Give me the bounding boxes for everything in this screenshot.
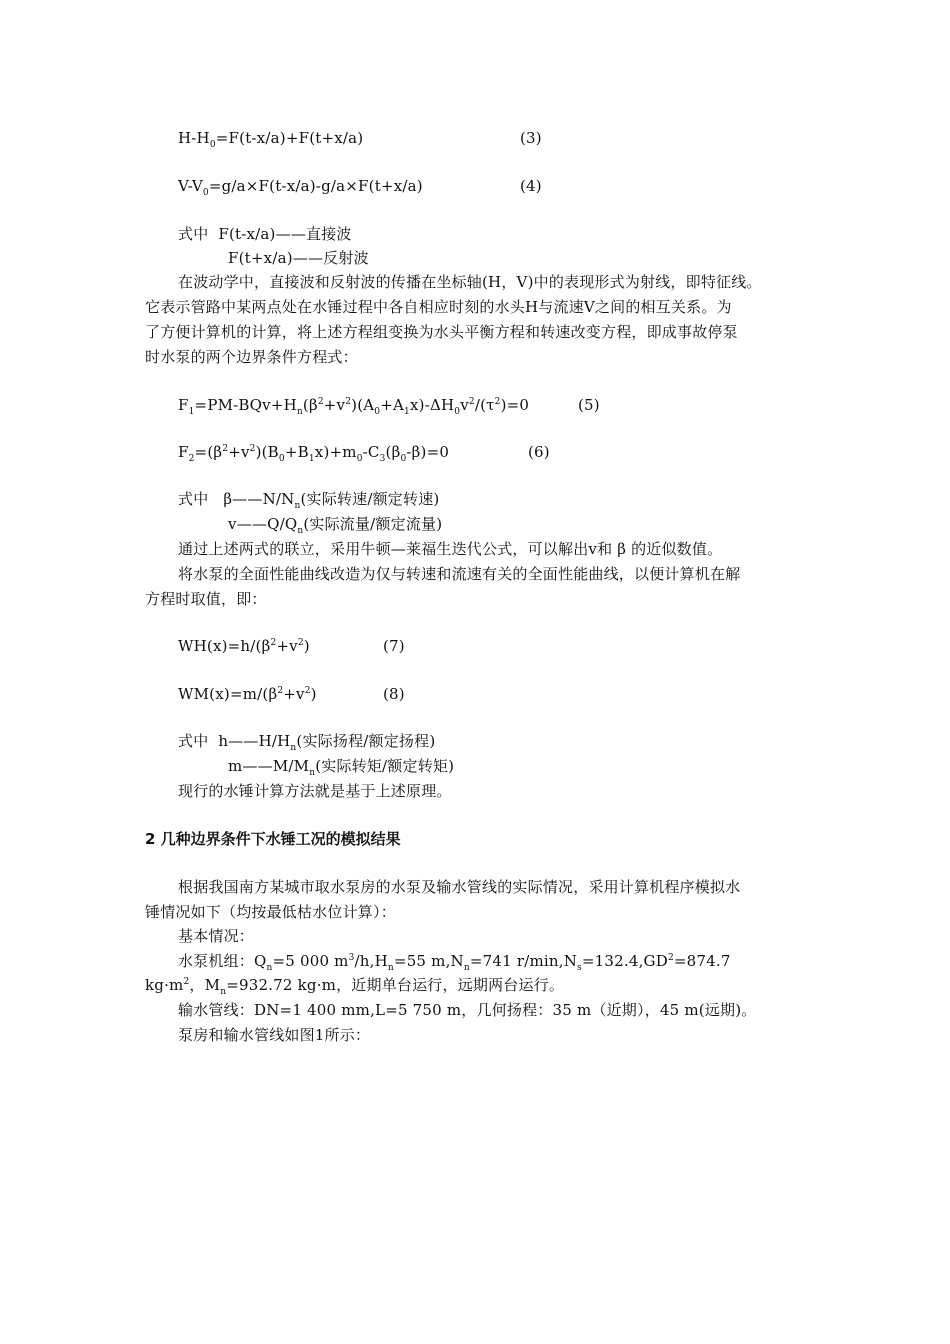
paragraph-line: 基本情况：	[178, 927, 255, 945]
equation-6: $F_2=(\beta^2+v^2)(B_0+B_1x)+m_0-C_3(\beta_0-\beta)=0$ (6)	[178, 443, 550, 464]
equation-number: (3)	[520, 129, 542, 147]
paragraph-line: 了方便计算机的计算，将上述方程组变换为水头平衡方程和转速改变方程，即成事故停泵	[145, 323, 738, 341]
paragraph-line: 现行的水锤计算方法就是基于上述原理。	[178, 782, 452, 800]
equation-8: $WM(x)=m/(\beta^2+v^2)$ (8)	[178, 685, 405, 703]
equation-7: $WH(x)=h/(\beta^2+v^2)$ (7)	[178, 637, 405, 655]
paragraph-line: 锤情况如下（均按最低枯水位计算）：	[145, 903, 396, 921]
equation-number: (5)	[578, 396, 600, 414]
paragraph-line: 时水泵的两个边界条件方程式：	[145, 348, 358, 366]
figure-reference: 泵房和输水管线如图1所示：	[178, 1026, 371, 1044]
equation-5: $F_1=PM-BQv+H_n(\beta^2+v^2)(A_0+A_1x)-\Delta H_0v^2/(\tau^2)=0$ (5)	[178, 396, 600, 417]
where-block-3: 式中 $h——H/H_n$(实际扬程/额定扬程)	[178, 732, 436, 753]
section-heading: 2 几种边界条件下水锤工况的模拟结果	[145, 830, 401, 848]
equation-4: $V-V_0=g/a\times F(t-x/a)-g/a\times F(t+x/a)$ (4)	[178, 177, 542, 198]
pump-spec-line: 水泵机组：$Q_n=5$ 000 $m^3/h,H_n=55$ $m,N_n=741$ $r/\min,N_s=132.4,GD^2=874.7$	[178, 952, 731, 973]
equation-number: (4)	[520, 177, 542, 195]
where-block-2: 式中 $\beta——N/N_n$(实际转速/额定转速)	[178, 490, 440, 511]
paragraph-line: 将水泵的全面性能曲线改造为仅与转速和流速有关的全面性能曲线，以便计算机在解	[178, 565, 741, 583]
equation-number: (8)	[383, 685, 405, 703]
paragraph-line: 在波动学中，直接波和反射波的传播在坐标轴(H，V)中的表现形式为射线，即特征线。	[178, 273, 762, 291]
where-block-3-item: $m——M/M_n$(实际转矩/额定转矩)	[228, 757, 455, 778]
equation-3: $H-H_0=F(t-x/a)+F(t+x/a)$ (3)	[178, 129, 542, 150]
paragraph-line: 它表示管路中某两点处在水锤过程中各自相应时刻的水头H与流速V之间的相互关系。为	[145, 298, 732, 316]
paragraph-line: 根据我国南方某城市取水泵房的水泵及输水管线的实际情况，采用计算机程序模拟水	[178, 878, 741, 896]
where-block-2-item: $v——Q/Q_n$(实际流量/额定流量)	[228, 515, 443, 536]
paragraph-line: 通过上述两式的联立，采用牛顿—莱福生迭代公式，可以解出v和 β 的近似数值。	[178, 540, 723, 558]
where-block-1-item: F(t+x/a)——反射波	[228, 249, 369, 267]
paragraph-line: 方程时取值，即：	[145, 590, 267, 608]
pipe-spec-line: 输水管线：DN=1 400 mm,L=5 750 m，几何扬程：35 m（近期），45 m(远期)。	[178, 1001, 757, 1019]
pump-spec-line: $kg\cdot m^2$，$M_n=932.72$ kg·m，近期单台运行，远期两台运行。	[145, 976, 565, 997]
equation-number: (6)	[528, 443, 550, 461]
equation-number: (7)	[383, 637, 405, 655]
where-block-1: 式中 F(t-x/a)——直接波	[178, 225, 352, 243]
